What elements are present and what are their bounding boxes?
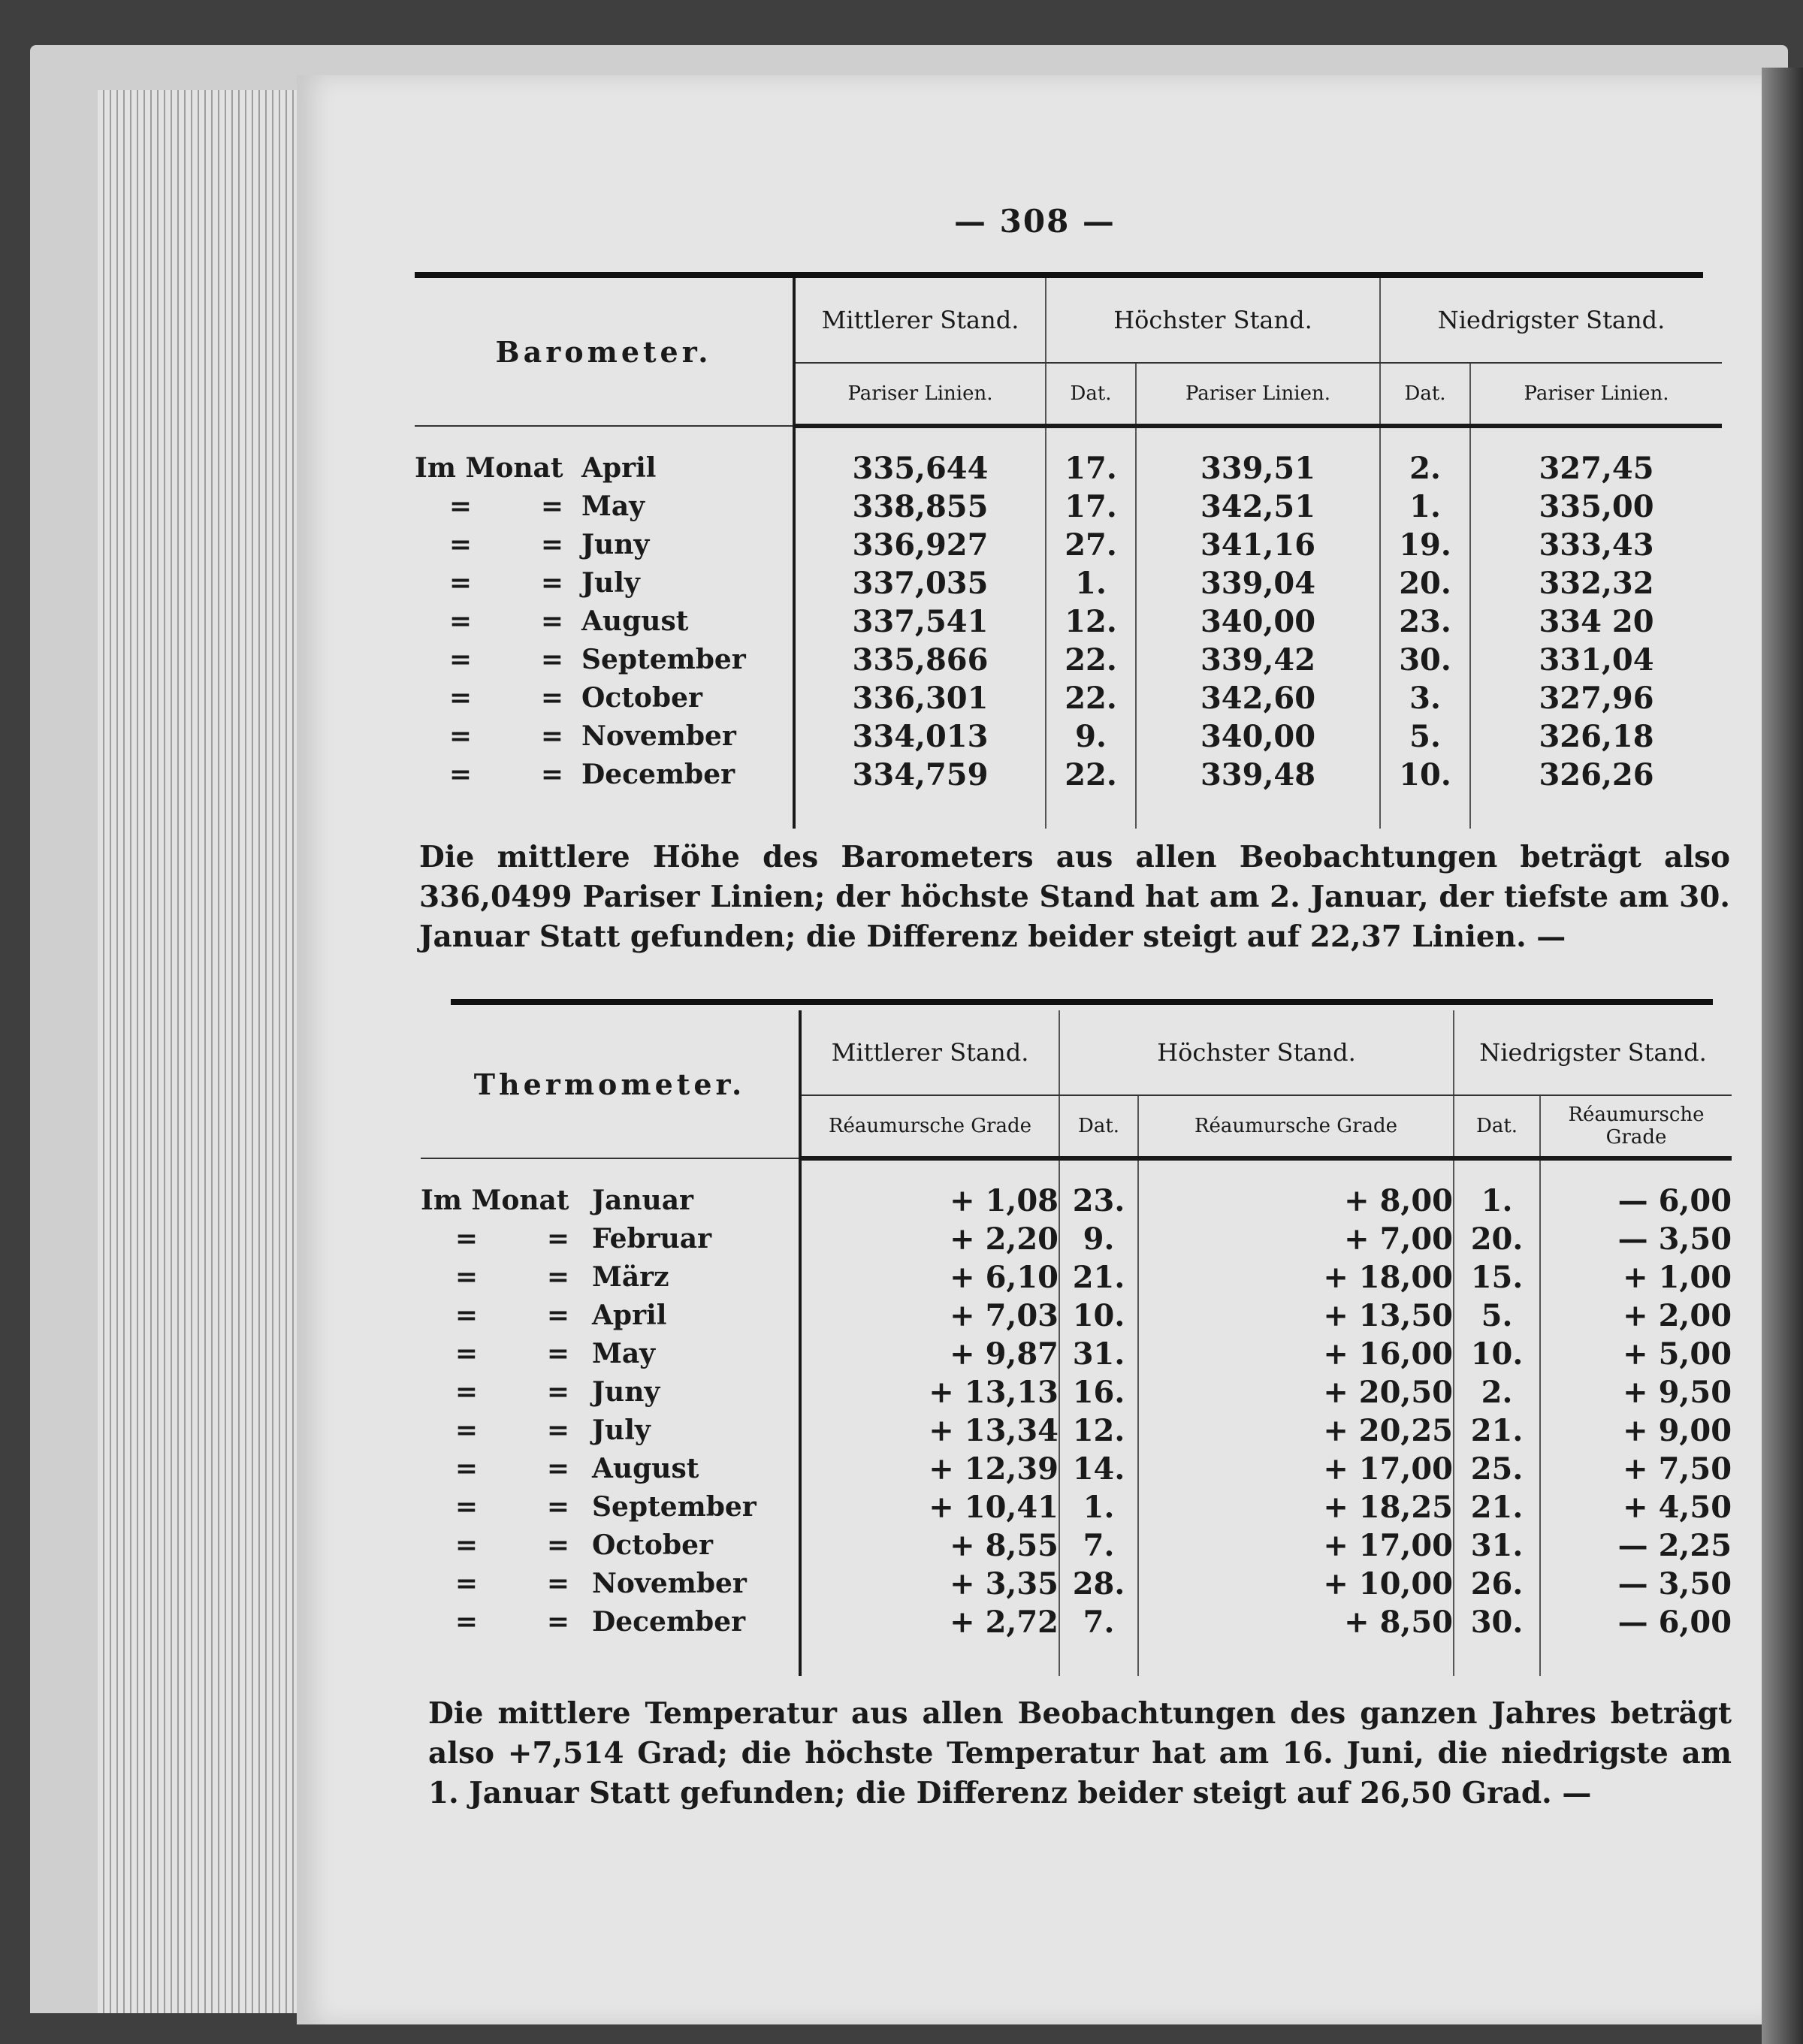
barometer-row — [415, 717, 1722, 756]
thermometer-row — [421, 1488, 1732, 1526]
high-value: + 8,00 — [1138, 1182, 1454, 1220]
low-value: + 2,00 — [1540, 1297, 1732, 1335]
month-name: April — [581, 452, 657, 484]
high-value: + 10,00 — [1138, 1565, 1454, 1603]
low-date: 19. — [1380, 526, 1470, 564]
mean-value: 336,927 — [794, 526, 1046, 564]
month-label — [421, 1488, 800, 1526]
ditto-mark: = — [546, 1568, 570, 1599]
month-name: September — [592, 1491, 757, 1523]
high-value: 339,48 — [1136, 756, 1380, 794]
mean-value: + 8,55 — [800, 1526, 1059, 1565]
low-value: + 7,50 — [1540, 1450, 1732, 1488]
month-label — [415, 679, 794, 717]
ditto-mark: = — [448, 759, 473, 790]
ditto-mark: = — [546, 1529, 570, 1561]
high-value: 339,04 — [1136, 564, 1380, 602]
barometer-header-high: Höchster Stand. — [1046, 278, 1380, 363]
mean-value: 334,013 — [794, 717, 1046, 756]
high-value: 340,00 — [1136, 602, 1380, 641]
barometer-top-rule — [415, 272, 1703, 278]
month-name: August — [592, 1453, 699, 1484]
low-date: 25. — [1454, 1450, 1540, 1488]
barometer-unit-low: Pariser Linien. — [1470, 363, 1722, 426]
ditto-mark: = — [455, 1338, 479, 1369]
month-name: November — [581, 720, 736, 752]
month-prefix: Im Monat — [415, 452, 563, 484]
month-label — [421, 1258, 800, 1297]
thermometer-row — [421, 1450, 1732, 1488]
high-date: 22. — [1046, 756, 1136, 794]
high-value: 340,00 — [1136, 717, 1380, 756]
ditto-mark: = — [455, 1529, 479, 1561]
month-label — [415, 488, 794, 526]
ditto-mark: = — [455, 1261, 479, 1293]
mean-value: + 13,13 — [800, 1373, 1059, 1411]
low-value: 334 20 — [1470, 602, 1722, 641]
low-value: — 6,00 — [1540, 1182, 1732, 1220]
ditto-mark: = — [546, 1491, 570, 1523]
high-date: 12. — [1059, 1411, 1138, 1450]
barometer-row — [415, 449, 1722, 488]
ditto-mark: = — [455, 1606, 479, 1638]
ditto-mark: = — [546, 1376, 570, 1408]
ditto-mark: = — [546, 1453, 570, 1484]
month-label — [421, 1220, 800, 1258]
thermometer-unit-low: Réaumursche Grade — [1540, 1095, 1732, 1158]
month-label — [415, 602, 794, 641]
month-label — [415, 449, 794, 488]
mean-value: + 7,03 — [800, 1297, 1059, 1335]
ditto-mark: = — [455, 1453, 479, 1484]
low-date: 5. — [1380, 717, 1470, 756]
low-value: — 2,25 — [1540, 1526, 1732, 1565]
ditto-mark: = — [448, 605, 473, 637]
month-label — [421, 1565, 800, 1603]
month-label — [415, 641, 794, 679]
thermometer-unit-mean: Réaumursche Grade — [800, 1095, 1059, 1158]
barometer-row — [415, 602, 1722, 641]
ditto-mark: = — [546, 1261, 570, 1293]
month-name: August — [581, 605, 689, 637]
high-value: + 18,00 — [1138, 1258, 1454, 1297]
high-date: 10. — [1059, 1297, 1138, 1335]
high-value: 341,16 — [1136, 526, 1380, 564]
low-value: — 6,00 — [1540, 1603, 1732, 1641]
high-date: 21. — [1059, 1258, 1138, 1297]
barometer-summary: Die mittlere Höhe des Barometers aus allen Beobachtungen beträgt also 336,0499 Pariser Linien; der höchste Stand hat am 2. Januar, der tiefste am 30. Januar Statt gefunden; die Differenz beider steigt auf 22,37 Linien. — — [419, 840, 1730, 954]
ditto-mark: = — [455, 1491, 479, 1523]
ditto-mark: = — [546, 1223, 570, 1254]
ditto-mark: = — [546, 1300, 570, 1331]
thermometer-top-rule — [451, 999, 1713, 1005]
barometer-header-low: Niedrigster Stand. — [1380, 278, 1722, 363]
ditto-mark: = — [455, 1376, 479, 1408]
thermometer-row — [421, 1373, 1732, 1411]
low-value: — 3,50 — [1540, 1220, 1732, 1258]
high-value: 339,42 — [1136, 641, 1380, 679]
ditto-mark: = — [540, 682, 564, 714]
ditto-mark: = — [540, 720, 564, 752]
mean-value: + 9,87 — [800, 1335, 1059, 1373]
month-name: July — [592, 1414, 651, 1446]
thermometer-row — [421, 1220, 1732, 1258]
high-date: 9. — [1046, 717, 1136, 756]
mean-value: 338,855 — [794, 488, 1046, 526]
low-value: + 9,00 — [1540, 1411, 1732, 1450]
thermometer-header-high: Höchster Stand. — [1059, 1010, 1454, 1095]
low-value: 326,26 — [1470, 756, 1722, 794]
ditto-mark: = — [455, 1414, 479, 1446]
high-value: + 13,50 — [1138, 1297, 1454, 1335]
thermometer-header-mean: Mittlerer Stand. — [800, 1010, 1059, 1095]
month-name: April — [592, 1300, 667, 1331]
month-name: März — [592, 1261, 669, 1293]
low-date: 20. — [1380, 564, 1470, 602]
high-value: + 8,50 — [1138, 1603, 1454, 1641]
barometer-header-mean: Mittlerer Stand. — [794, 278, 1046, 363]
high-date: 27. — [1046, 526, 1136, 564]
thermometer-table — [421, 1010, 1732, 1676]
thermometer-unit-high: Réaumursche Grade — [1138, 1095, 1454, 1158]
month-label — [421, 1182, 800, 1220]
low-value: 327,45 — [1470, 449, 1722, 488]
month-prefix: Im Monat — [421, 1185, 569, 1216]
low-value: 333,43 — [1470, 526, 1722, 564]
low-value: + 1,00 — [1540, 1258, 1732, 1297]
ditto-mark: = — [540, 759, 564, 790]
month-name: May — [592, 1338, 656, 1369]
month-label — [421, 1335, 800, 1373]
mean-value: 334,759 — [794, 756, 1046, 794]
low-value: 327,96 — [1470, 679, 1722, 717]
high-value: + 17,00 — [1138, 1450, 1454, 1488]
low-date: 2. — [1380, 449, 1470, 488]
ditto-mark: = — [455, 1568, 479, 1599]
ditto-mark: = — [540, 567, 564, 599]
ditto-mark: = — [448, 682, 473, 714]
month-label — [415, 717, 794, 756]
ditto-mark: = — [455, 1223, 479, 1254]
ditto-mark: = — [540, 605, 564, 637]
low-date: 31. — [1454, 1526, 1540, 1565]
month-name: Juny — [592, 1376, 660, 1408]
low-value: + 4,50 — [1540, 1488, 1732, 1526]
page-number: — 308 — — [954, 203, 1116, 240]
ditto-mark: = — [546, 1414, 570, 1446]
month-name: Juny — [581, 529, 650, 560]
ditto-mark: = — [448, 529, 473, 560]
ditto-mark: = — [540, 644, 564, 675]
low-date: 10. — [1454, 1335, 1540, 1373]
low-value: + 5,00 — [1540, 1335, 1732, 1373]
ditto-mark: = — [540, 529, 564, 560]
ditto-mark: = — [540, 491, 564, 522]
high-date: 28. — [1059, 1565, 1138, 1603]
barometer-unit-high: Pariser Linien. — [1136, 363, 1380, 426]
low-date: 2. — [1454, 1373, 1540, 1411]
high-date: 1. — [1059, 1488, 1138, 1526]
mean-value: + 6,10 — [800, 1258, 1059, 1297]
low-date: 26. — [1454, 1565, 1540, 1603]
month-name: July — [581, 567, 640, 599]
month-name: December — [592, 1606, 746, 1638]
thermometer-summary: Die mittlere Temperatur aus allen Beobachtungen des ganzen Jahres beträgt also +7,514 Grad; die höchste Temperatur hat am 16. Juni, die niedrigste am 1. Januar Statt gefunden; die Differenz beider steigt auf 26,50 Grad. — — [428, 1696, 1732, 1810]
low-value: 331,04 — [1470, 641, 1722, 679]
thermometer-row — [421, 1297, 1732, 1335]
low-date: 30. — [1380, 641, 1470, 679]
thermometer-row — [421, 1335, 1732, 1373]
month-name: May — [581, 491, 645, 522]
low-date: 15. — [1454, 1258, 1540, 1297]
mean-value: 335,866 — [794, 641, 1046, 679]
low-date: 23. — [1380, 602, 1470, 641]
high-value: + 20,25 — [1138, 1411, 1454, 1450]
low-date: 1. — [1454, 1182, 1540, 1220]
high-date: 14. — [1059, 1450, 1138, 1488]
ditto-mark: = — [455, 1300, 479, 1331]
thermometer-header-low: Niedrigster Stand. — [1454, 1010, 1732, 1095]
high-date: 22. — [1046, 641, 1136, 679]
low-date: 1. — [1380, 488, 1470, 526]
month-label — [415, 526, 794, 564]
high-date: 17. — [1046, 488, 1136, 526]
high-value: + 16,00 — [1138, 1335, 1454, 1373]
high-value: + 20,50 — [1138, 1373, 1454, 1411]
month-name: October — [592, 1529, 713, 1561]
barometer-row — [415, 526, 1722, 564]
ditto-mark: = — [448, 644, 473, 675]
barometer-title: Barometer. — [415, 278, 794, 426]
low-date: 3. — [1380, 679, 1470, 717]
ditto-mark: = — [448, 720, 473, 752]
high-value: + 18,25 — [1138, 1488, 1454, 1526]
month-name: October — [581, 682, 702, 714]
month-label — [421, 1450, 800, 1488]
barometer-row — [415, 756, 1722, 794]
month-name: September — [581, 644, 746, 675]
mean-value: + 10,41 — [800, 1488, 1059, 1526]
barometer-unit-mean: Pariser Linien. — [794, 363, 1046, 426]
thermometer-row — [421, 1182, 1732, 1220]
low-value: 332,32 — [1470, 564, 1722, 602]
high-date: 7. — [1059, 1603, 1138, 1641]
low-date: 21. — [1454, 1411, 1540, 1450]
month-name: December — [581, 759, 735, 790]
low-date: 20. — [1454, 1220, 1540, 1258]
barometer-row — [415, 641, 1722, 679]
month-label — [415, 756, 794, 794]
low-date: 21. — [1454, 1488, 1540, 1526]
month-label — [421, 1297, 800, 1335]
mean-value: + 3,35 — [800, 1565, 1059, 1603]
low-value: + 9,50 — [1540, 1373, 1732, 1411]
mean-value: 336,301 — [794, 679, 1046, 717]
month-label — [421, 1603, 800, 1641]
high-date: 22. — [1046, 679, 1136, 717]
high-date: 31. — [1059, 1335, 1138, 1373]
mean-value: 337,035 — [794, 564, 1046, 602]
high-date: 16. — [1059, 1373, 1138, 1411]
high-value: + 17,00 — [1138, 1526, 1454, 1565]
mean-value: + 1,08 — [800, 1182, 1059, 1220]
mean-value: + 2,20 — [800, 1220, 1059, 1258]
low-value: — 3,50 — [1540, 1565, 1732, 1603]
barometer-row — [415, 564, 1722, 602]
high-date: 17. — [1046, 449, 1136, 488]
ditto-mark: = — [448, 491, 473, 522]
thermometer-row — [421, 1258, 1732, 1297]
thermometer-row — [421, 1603, 1732, 1641]
low-date: 30. — [1454, 1603, 1540, 1641]
mean-value: + 2,72 — [800, 1603, 1059, 1641]
barometer-date-high: Dat. — [1046, 363, 1136, 426]
low-value: 335,00 — [1470, 488, 1722, 526]
month-label — [421, 1373, 800, 1411]
thermometer-row — [421, 1565, 1732, 1603]
high-date: 12. — [1046, 602, 1136, 641]
high-date: 7. — [1059, 1526, 1138, 1565]
high-value: 342,60 — [1136, 679, 1380, 717]
barometer-date-low: Dat. — [1380, 363, 1470, 426]
page-stack-edges — [98, 90, 308, 2013]
high-value: 339,51 — [1136, 449, 1380, 488]
barometer-row — [415, 679, 1722, 717]
low-date: 5. — [1454, 1297, 1540, 1335]
month-name: Januar — [592, 1185, 693, 1216]
ditto-mark: = — [546, 1606, 570, 1638]
mean-value: 335,644 — [794, 449, 1046, 488]
high-value: 342,51 — [1136, 488, 1380, 526]
thermometer-row — [421, 1411, 1732, 1450]
low-date: 10. — [1380, 756, 1470, 794]
mean-value: + 13,34 — [800, 1411, 1059, 1450]
thermometer-row — [421, 1526, 1732, 1565]
mean-value: 337,541 — [794, 602, 1046, 641]
page-shadow — [1762, 68, 1803, 2044]
month-label — [421, 1411, 800, 1450]
ditto-mark: = — [448, 567, 473, 599]
barometer-table — [415, 278, 1722, 829]
high-date: 1. — [1046, 564, 1136, 602]
high-date: 23. — [1059, 1182, 1138, 1220]
month-label — [421, 1526, 800, 1565]
high-value: + 7,00 — [1138, 1220, 1454, 1258]
thermometer-date-high: Dat. — [1059, 1095, 1138, 1158]
month-label — [415, 564, 794, 602]
month-name: Februar — [592, 1223, 712, 1254]
low-value: 326,18 — [1470, 717, 1722, 756]
barometer-row — [415, 488, 1722, 526]
thermometer-title: Thermometer. — [421, 1010, 800, 1158]
ditto-mark: = — [546, 1338, 570, 1369]
high-date: 9. — [1059, 1220, 1138, 1258]
mean-value: + 12,39 — [800, 1450, 1059, 1488]
thermometer-date-low: Dat. — [1454, 1095, 1540, 1158]
month-name: November — [592, 1568, 747, 1599]
